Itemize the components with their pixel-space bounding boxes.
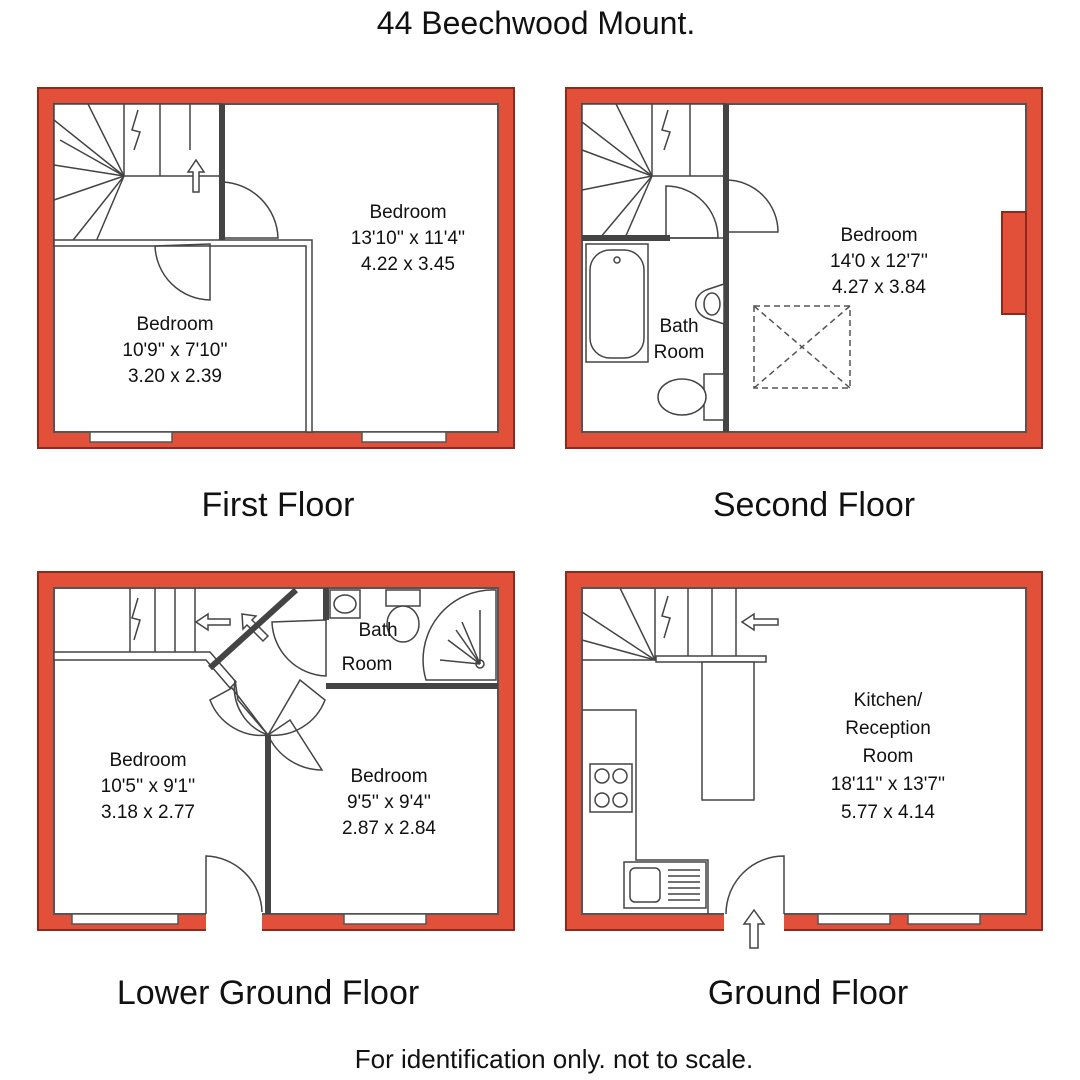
room-imperial: 9'5'' x 9'4'' [346, 792, 432, 813]
chimney-breast-icon [1002, 212, 1026, 314]
bath-room-label: Bath [659, 316, 699, 337]
window [818, 914, 890, 924]
room-metric: 4.27 x 3.84 [831, 277, 927, 298]
floor-name: First Floor [201, 486, 355, 524]
stair-rail [656, 656, 766, 662]
room-metric: 3.18 x 2.77 [100, 802, 196, 823]
lower-ground-floor-plan [38, 572, 514, 1012]
basin-icon [330, 590, 360, 618]
room-imperial: 10'9'' x 7'10'' [122, 340, 228, 361]
room-metric: 4.22 x 3.45 [360, 254, 456, 275]
floor-name: Lower Ground Floor [116, 974, 420, 1012]
window [90, 432, 172, 442]
room-imperial: 10'5'' x 9'1'' [100, 776, 196, 797]
window [362, 432, 446, 442]
room-name: Bedroom [109, 750, 187, 771]
bath-icon [586, 244, 648, 362]
stair-icon [582, 104, 726, 238]
window [344, 914, 426, 924]
breakfast-bar [702, 662, 754, 800]
entrance-gap [206, 912, 262, 932]
bath-room-label: Bath [358, 620, 398, 641]
room-imperial: 18'11'' x 13'7'' [830, 774, 946, 795]
second-floor-plan [566, 88, 1042, 524]
bath-room-label: Room [653, 342, 705, 363]
room-name: Kitchen/ [853, 690, 923, 711]
room-imperial: 14'0 x 12'7'' [830, 251, 928, 272]
ground-floor-plan [566, 572, 1042, 1012]
window [908, 914, 980, 924]
room-name: Room [862, 746, 914, 767]
floor-name: Second Floor [712, 486, 916, 524]
plan-title: 44 Beechwood Mount. [376, 5, 696, 41]
sink-icon [624, 862, 706, 908]
room-metric: 5.77 x 4.14 [840, 802, 936, 823]
room-imperial: 13'10'' x 11'4'' [350, 228, 466, 249]
first-floor-plan [38, 88, 514, 524]
floor-name: Ground Floor [707, 974, 909, 1012]
room-name: Bedroom [350, 766, 428, 787]
bath-room-label: Room [341, 654, 393, 675]
room-name: Reception [845, 718, 931, 739]
room-name: Bedroom [136, 314, 214, 335]
window [72, 914, 178, 924]
room-metric: 3.20 x 2.39 [127, 366, 223, 387]
disclaimer: For identification only. not to scale. [354, 1044, 754, 1074]
room-name: Bedroom [369, 202, 447, 223]
room-metric: 2.87 x 2.84 [341, 818, 437, 839]
hob-icon [590, 764, 632, 812]
room-name: Bedroom [840, 225, 918, 246]
